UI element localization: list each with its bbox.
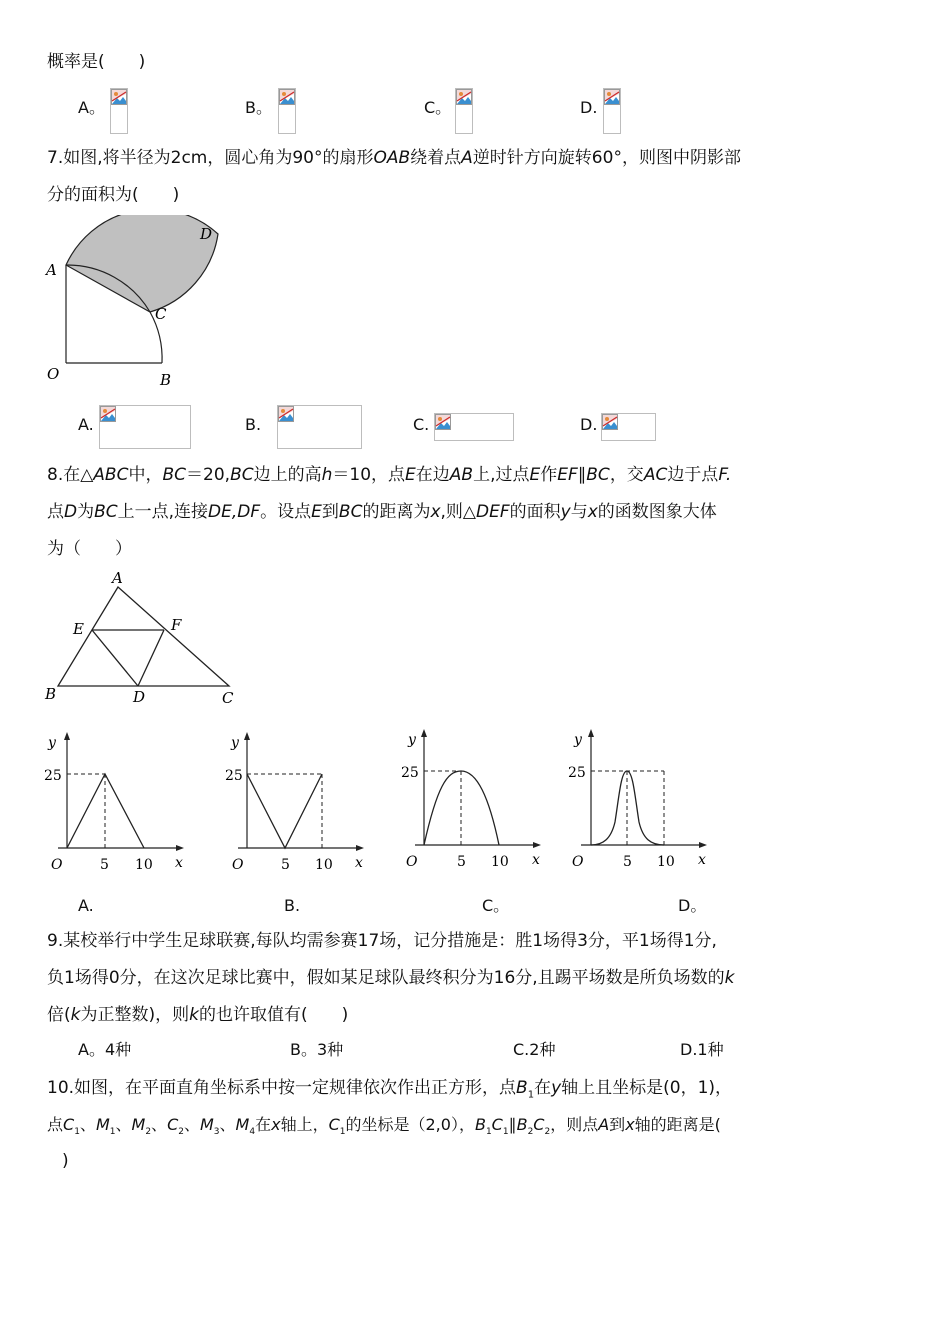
q10-line3: ) [62,1151,69,1171]
q10-line1: 10.如图，在平面直角坐标系中按一定规律依次作出正方形，点$B_1$在y轴上且坐标是(0，1)， [47,1078,733,1101]
q6-option-a-label: A。 [78,98,105,117]
q7-option-a-image [99,405,191,449]
q8-line2: 点D为BC上一点,连接DE,DF。设点E到BC的距离为x,则△DEF的面积y与x的函数图象大体 [47,502,717,522]
label-b: B [45,685,57,703]
q9-option-c: C.2种 [513,1040,556,1059]
q7-option-b-image [277,405,362,449]
label-d: D [133,688,146,706]
axis-x-label: x [532,852,540,868]
q10-line2: 点$C_1$、$M_1$、$M_2$、$C_2$、$M_3$、$M_4$在x轴上，$C_1$的坐标是（2,0），$B_1C_1\parallel B_2C_2$，则点A到x轴的距离是( [47,1115,721,1138]
q8-option-b-label: B. [284,896,301,915]
q8-option-d-label: D。 [678,896,707,915]
q8-graph-b [220,730,380,880]
q8-option-c-label: C。 [482,896,510,915]
origin-label: O [406,854,418,870]
q6-option-d-label: D. [580,98,598,117]
curve-b [247,774,322,848]
q6-tail: 概率是( ) [47,52,146,72]
axis-y-label: y [231,735,239,751]
tick-10: 10 [315,857,333,873]
broken-image-icon [111,89,127,105]
label-d: D [200,225,213,243]
q8-triangle-figure [40,565,250,710]
tick-10: 10 [657,854,675,870]
q7-line1: 7.如图,将半径为2cm，圆心角为90°的扇形OAB绕着点A逆时针方向旋转60°，则图中阴影部 [47,148,741,168]
q9-option-a: A。4种 [78,1040,132,1059]
q6-option-b-label: B。 [245,98,272,117]
broken-image-icon [279,89,295,105]
q7-option-c-label: C. [413,415,430,434]
segment-ed [92,630,138,686]
label-b: B [160,371,172,389]
axis-y-label: y [574,732,582,748]
q8-graph-a [40,730,200,880]
q8-graph-d [563,727,723,877]
q9-line2: 负1场得0分，在这次足球比赛中，假如某足球队最终积分为16分,且踢平场数是所负场数的k [47,968,735,988]
q9-option-d: D.1种 [680,1040,724,1059]
axis-x-label: x [698,852,706,868]
q7-option-a-label: A. [78,415,94,434]
label-a: A [46,261,57,279]
axis-y-label: y [48,735,56,751]
tick-10: 10 [135,857,153,873]
q9-option-b: B。3种 [290,1040,344,1059]
q9-line3: 倍(k为正整数)，则k的也许取值有( ) [47,1005,349,1025]
q7-option-c-image [434,413,514,441]
label-o: O [47,365,60,383]
shaded-region [66,215,218,312]
q6-option-c-label: C。 [424,98,452,117]
broken-image-icon [602,414,618,430]
tick-5: 5 [100,857,109,873]
q7-sector-figure [40,215,230,395]
tick-25: 25 [568,765,586,781]
tick-5: 5 [281,857,290,873]
broken-image-icon [604,89,620,105]
q6-option-a-image [110,88,128,134]
q8-graph-c [397,727,557,877]
tick-25: 25 [44,768,62,784]
q8-option-a-label: A. [78,896,94,915]
label-a: A [112,569,123,587]
broken-image-icon [435,414,451,430]
broken-image-icon [278,406,294,422]
axis-x-label: x [175,855,183,871]
tick-10: 10 [491,854,509,870]
axis-y-label: y [408,732,416,748]
tick-25: 25 [401,765,419,781]
label-f: F [171,616,182,634]
segment-fd [138,630,164,686]
tick-5: 5 [457,854,466,870]
origin-label: O [572,854,584,870]
tick-5: 5 [623,854,632,870]
tick-25: 25 [225,768,243,784]
q7-option-d-label: D. [580,415,598,434]
label-c: C [155,305,167,323]
broken-image-icon [100,406,116,422]
q7-option-d-image [601,413,656,441]
q7-line2: 分的面积为( ) [47,185,180,205]
q9-line1: 9.某校举行中学生足球联赛,每队均需参赛17场，记分措施是：胜1场得3分，平1场得1分, [47,931,717,951]
q6-option-b-image [278,88,296,134]
q8-line1: 8.在△ABC中，BC＝20,BC边上的高h＝10，点E在边AB上,过点E作EF∥BC，交AC边于点F. [47,465,732,485]
axis-x-label: x [355,855,363,871]
q8-line3: 为（ ） [47,539,132,559]
label-e: E [73,620,84,638]
q7-option-b-label: B. [245,415,262,434]
q6-option-c-image [455,88,473,134]
origin-label: O [232,857,244,873]
q6-option-d-image [603,88,621,134]
label-c: C [222,689,234,707]
origin-label: O [51,857,63,873]
broken-image-icon [456,89,472,105]
